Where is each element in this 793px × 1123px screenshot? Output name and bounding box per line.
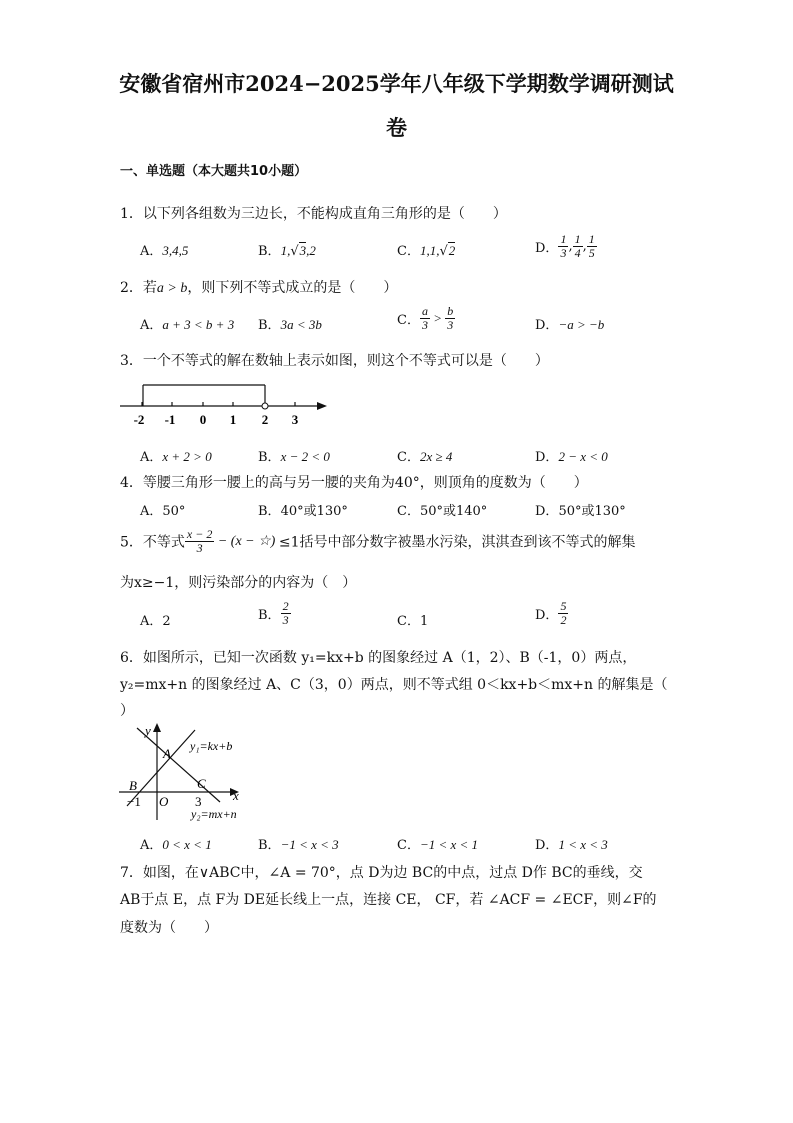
axis-label: 3 (291, 412, 299, 427)
q6-option-c[interactable]: C．−1 < x < 1 (397, 837, 479, 853)
q1-option-b[interactable]: B．1,√3,2 (258, 243, 316, 259)
fig-label-y: y (145, 723, 151, 738)
question-6-line3: ） (120, 703, 134, 719)
axis-label: -1 (164, 412, 176, 427)
q5-option-b[interactable]: B． $\frac{2}{3}$ (258, 599, 289, 627)
q3-option-b[interactable]: B．x − 2 < 0 (258, 449, 330, 465)
question-6-line2: y₂=mx+n 的图象经过 A、C（3，0）两点，则不等式组 0＜kx+b＜mx+n 的解集是（ (120, 677, 668, 693)
axis-label: 1 (229, 412, 237, 427)
q3-option-a[interactable]: A．x + 2 > 0 (140, 449, 212, 465)
section-heading: 一、单选题（本大题共10小题） (120, 164, 308, 179)
q4-option-c[interactable]: C．50°或140° (397, 504, 488, 519)
q5-option-a[interactable]: A．2 (140, 614, 171, 629)
question-4-stem: 4．等腰三角形一腰上的高与另一腰的夹角为40°，则顶角的度数为（ ） (120, 475, 588, 491)
q2-option-d[interactable]: D．−a > −b (535, 317, 605, 333)
q1-option-a[interactable]: A．3,4,5 (140, 243, 189, 259)
linear-functions-figure (115, 720, 290, 830)
fig-label-b: B (129, 778, 137, 793)
q2-option-a[interactable]: A．a + 3 < b + 3 (140, 317, 235, 333)
q3-option-d[interactable]: D．2 − x < 0 (535, 449, 608, 465)
q4-option-a[interactable]: A．50° (140, 504, 186, 519)
fig-label-c: C (197, 776, 206, 791)
page-title: 安徽省宿州市2024−2025学年八年级下学期数学调研测试 (119, 71, 674, 96)
q2-option-b[interactable]: B．3a < 3b (258, 317, 322, 333)
fig-label-y2: y₂=mx+n (191, 807, 237, 821)
fig-label-o: O (159, 794, 169, 809)
question-7-line1: 7．如图，在∨ABC中，∠A = 70°，点 D为边 BC的中点，过点 D作 BC的垂线，交 (120, 865, 643, 881)
axis-label: 2 (261, 412, 269, 427)
fig-label-neg1: −1 (127, 794, 141, 809)
number-line-figure (115, 375, 335, 430)
page-title-line2: 卷 (386, 115, 407, 140)
question-7-line2: AB于点 E，点 F为 DE延长线上一点，连接 CE， CF，若 ∠ACF = ∠ECF，则∠F的 (120, 892, 657, 908)
q6-option-a[interactable]: A．0 < x < 1 (140, 837, 212, 853)
q4-option-d[interactable]: D．50°或130° (535, 504, 626, 519)
question-5-stem: 5．不等式 $\frac{x - 2}{3}$ − (x − ☆) ≤1括号中部分数字被墨水污染，淇淇查到该不等式的解集 (120, 527, 636, 555)
q3-option-c[interactable]: C．2x ≥ 4 (397, 449, 453, 465)
q1-option-c[interactable]: C．1,1,√2 (397, 243, 456, 259)
fig-label-a: A (163, 746, 171, 761)
fig-label-y1: y₁=kx+b (190, 739, 233, 753)
axis-label: 0 (199, 412, 207, 427)
q4-option-b[interactable]: B．40°或130° (258, 504, 348, 519)
q5-option-c[interactable]: C．1 (397, 614, 429, 629)
question-5-line2: 为x≥−1，则污染部分的内容为（ ） (120, 575, 357, 591)
q6-option-d[interactable]: D．1 < x < 3 (535, 837, 608, 853)
q5-option-d[interactable]: D． $\frac{5}{2}$ (535, 599, 567, 627)
fig-label-3: 3 (195, 794, 202, 809)
q2-option-c[interactable]: C． $\frac{a}{3}$ > $\frac{b}{3}$ (397, 304, 454, 332)
question-1-stem: 1．以下列各组数为三边长，不能构成直角三角形的是（ ） (120, 206, 507, 222)
question-3-stem: 3．一个不等式的解在数轴上表示如图，则这个不等式可以是（ ） (120, 353, 549, 369)
fig-label-x: x (233, 788, 239, 803)
question-2-stem: 2．若a > b，则下列不等式成立的是（ ） (120, 280, 398, 296)
question-6-line1: 6．如图所示，已知一次函数 y₁=kx+b 的图象经过 A（1，2）、B（-1，0）两点， (120, 650, 637, 666)
q1-option-d[interactable]: D． $\frac{1}{3}$ , $\frac{1}{4}$ , $\frac{1}{5}$ (535, 232, 595, 260)
question-7-line3: 度数为（ ） (120, 920, 218, 936)
q6-option-b[interactable]: B．−1 < x < 3 (258, 837, 339, 853)
axis-label: -2 (133, 412, 145, 427)
